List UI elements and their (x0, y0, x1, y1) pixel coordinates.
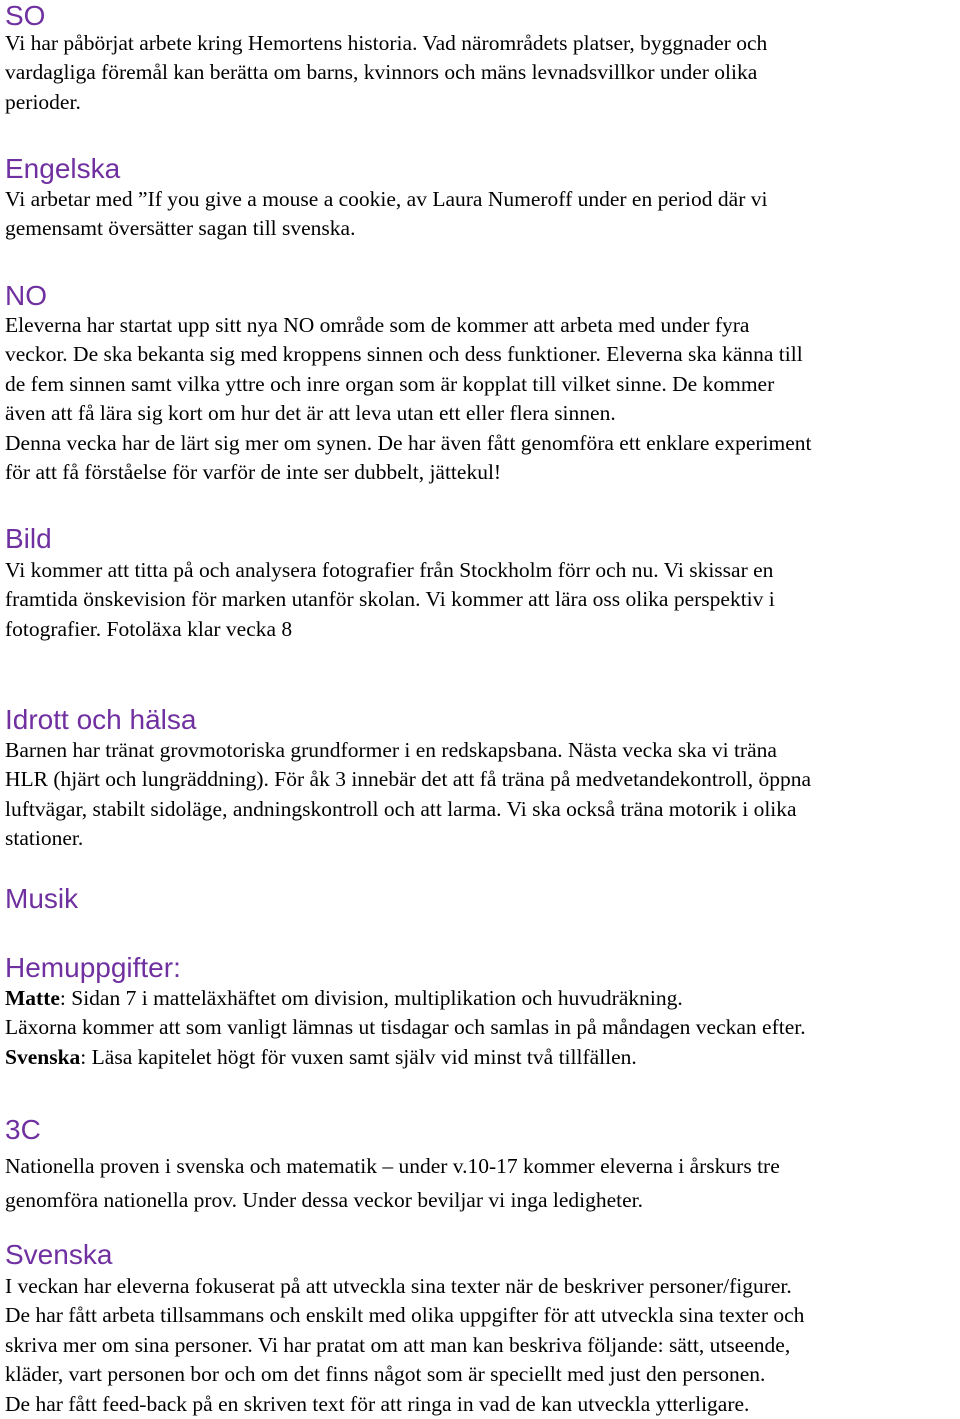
paragraph-idrott (5, 736, 811, 854)
heading-no: NO (5, 280, 47, 311)
text-line: för att få förståelse för varför de inte ser dubbelt, jättekul! (5, 460, 502, 485)
homework-info: Läxorna kommer att som vanligt lämnas ut tisdagar och samlas in på måndagen veckan efter. (5, 1015, 806, 1040)
text-line: genomföra nationella prov. Under dessa veckor beviljar vi inga ledigheter. (5, 1187, 644, 1212)
text-line: veckor. De ska bekanta sig med kroppens sinnen och dess funktioner. Eleverna ska känna till (5, 342, 803, 367)
text-line: Eleverna har startat upp sitt nya NO område som de kommer att arbeta med under fyra (5, 313, 750, 337)
paragraph-bild (5, 556, 775, 644)
text-line: Vi arbetar med ”If you give a mouse a cookie, av Laura Numeroff under en period där vi (5, 187, 768, 211)
text-line: skriva mer om sina personer. Vi har pratat om att man kan beskriva följande: sätt, utseende, (5, 1332, 791, 1357)
text-line: vardagliga föremål kan berätta om barns, kvinnors och mäns levnadsvillkor under olika (5, 60, 758, 85)
text-line: framtida önskevision för marken utanför skolan. Vi kommer att lära oss olika perspektiv i (5, 587, 775, 612)
text-line: stationer. (5, 826, 84, 851)
text-line: även att få lära sig kort om hur det är att leva utan ett eller flera sinnen. (5, 401, 616, 426)
paragraph-hemuppgifter (5, 984, 806, 1072)
heading-svenska: Svenska (5, 1239, 113, 1270)
text-line: I veckan har eleverna fokuserat på att utveckla sina texter när de beskriver personer/figurer. (5, 1274, 792, 1298)
text-line: Barnen har tränat grovmotoriska grundformer i en redskapsbana. Nästa vecka ska vi träna (5, 738, 777, 762)
paragraph-so (5, 29, 767, 117)
text-line: fotografier. Fotoläxa klar vecka 8 (5, 616, 293, 641)
text-line: Denna vecka har de lärt sig mer om synen. De har även fått genomföra ett enklare experiment (5, 430, 812, 455)
heading-bild: Bild (5, 523, 52, 554)
paragraph-no (5, 311, 812, 487)
homework-matte (5, 984, 806, 1013)
text-line: De har fått arbeta tillsammans och enskilt med olika uppgifter för att utveckla sina texter och (5, 1303, 805, 1328)
heading-hemuppgifter: Hemuppgifter: (5, 952, 181, 983)
heading-idrott-och-halsa: Idrott och hälsa (5, 704, 197, 735)
paragraph-engelska (5, 185, 767, 244)
text-line: Vi har påbörjat arbete kring Hemortens historia. Vad närområdets platser, byggnader och (5, 31, 768, 55)
text-line: De har fått feed-back på en skriven text för att ringa in vad de kan utveckla ytterligare. (5, 1391, 750, 1416)
heading-musik: Musik (5, 883, 79, 914)
homework-svenska-label: Svenska (5, 1044, 81, 1069)
homework-svenska (5, 1043, 806, 1072)
text-line: Nationella proven i svenska och matematik – under v.10-17 kommer eleverna i årskurs tre (5, 1154, 780, 1178)
text-line: gemensamt översätter sagan till svenska. (5, 216, 356, 241)
text-line: kläder, vart personen bor och om det finns något som är speciellt med just den personen. (5, 1362, 766, 1387)
text-line: Vi kommer att titta på och analysera fotografier från Stockholm förr och nu. Vi skissar en (5, 558, 774, 582)
heading-so: SO (5, 0, 46, 31)
text-line: perioder. (5, 89, 81, 114)
homework-matte-label: Matte (5, 986, 60, 1010)
homework-svenska-text: : Läsa kapitelet högt för vuxen samt själv vid minst två tillfällen. (80, 1044, 637, 1069)
text-line: luftvägar, stabilt sidoläge, andningskontroll och att larma. Vi ska också träna motorik i olika (5, 796, 797, 821)
paragraph-svenska (5, 1272, 804, 1419)
heading-engelska: Engelska (5, 153, 121, 184)
homework-matte-text: : Sidan 7 i matteläxhäftet om division, multiplikation och huvudräkning. (59, 986, 683, 1010)
paragraph-3c (5, 1150, 780, 1217)
heading-3c: 3C (5, 1114, 41, 1145)
text-line: HLR (hjärt och lungräddning). För åk 3 innebär det att få träna på medvetandekontroll, öppna (5, 767, 811, 792)
text-line: de fem sinnen samt vilka yttre och inre organ som är kopplat till vilket sinne. De kommer (5, 371, 775, 396)
